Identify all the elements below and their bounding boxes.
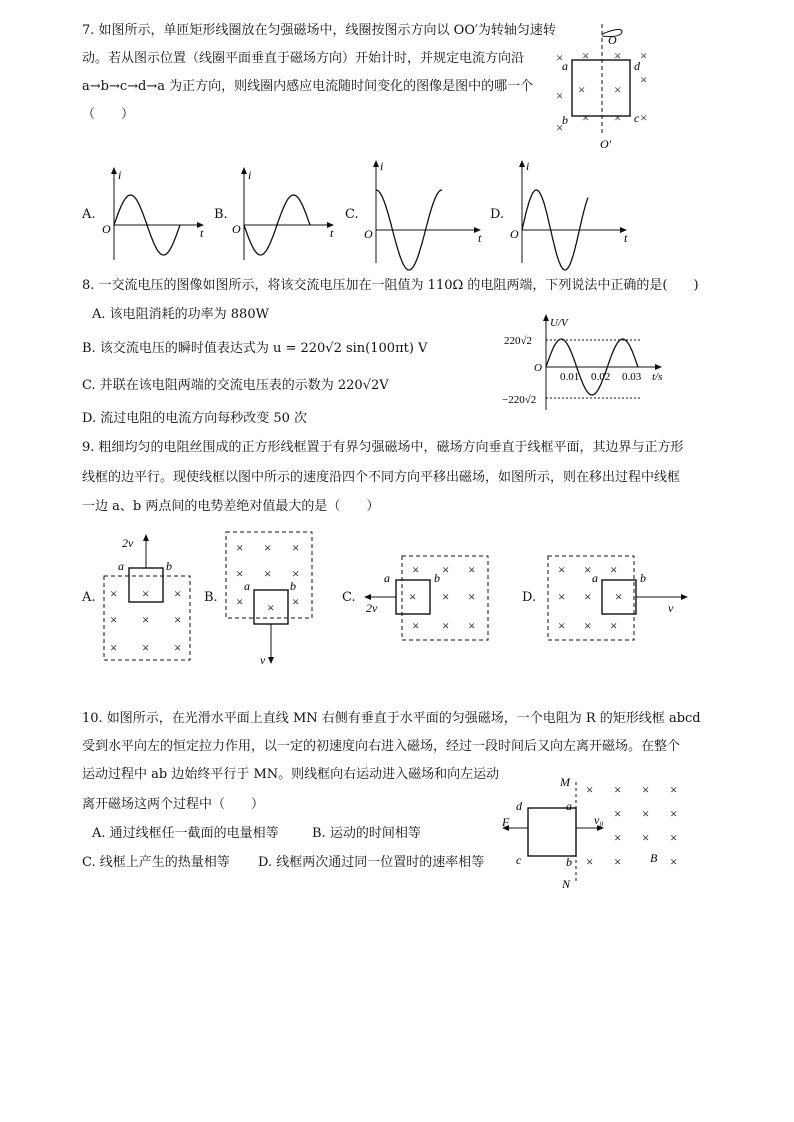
q9-d-a: a <box>592 571 598 585</box>
q10-label-c: c <box>516 853 522 867</box>
q8-xlabel: t/s <box>652 371 663 383</box>
field-cross-mark: × <box>412 618 420 633</box>
q10-label-F: F <box>502 815 510 829</box>
q10-option-a: A. 通过线框任一截面的电量相等 <box>92 826 279 841</box>
q10-label-M: M <box>560 775 570 789</box>
q7-a-axis-i: i <box>118 168 122 182</box>
q8-ymax: 220√2 <box>504 335 533 347</box>
field-cross-mark: × <box>142 640 150 655</box>
q9-c-b: b <box>434 571 440 585</box>
field-cross-mark: × <box>468 562 476 577</box>
q7-line4: （ ） <box>82 107 135 122</box>
q7-a-axis-t: t <box>200 226 204 240</box>
q10-line3: 运动过程中 ab 边始终平行于 MN。则线框向右运动进入磁场和向左运动 <box>82 767 500 782</box>
q9-line2: 线框的边平行。现使线框以图中所示的速度沿四个不同方向平移出磁场，如图所示，则在移出过程中线框 <box>82 470 681 485</box>
q9-fig-a <box>100 530 200 665</box>
q8-option-b: B. 该交流电压的瞬时值表达式为 u = 220√2 sin(100πt) V <box>82 341 428 356</box>
field-cross-mark: × <box>292 540 300 555</box>
q9-c-a: a <box>384 571 390 585</box>
field-cross-mark: × <box>174 612 182 627</box>
q7-graph-d <box>508 158 633 268</box>
q7-option-a-label: A. <box>82 207 96 222</box>
q7-label-d: d <box>634 59 640 73</box>
field-cross-mark: × <box>142 612 150 627</box>
field-cross-mark: × <box>670 806 678 821</box>
q9-fig-c-label: C. <box>342 590 356 605</box>
field-cross-mark: × <box>670 782 678 797</box>
q10-option-b: B. 运动的时间相等 <box>312 826 421 841</box>
field-cross-mark: × <box>110 612 118 627</box>
q7-c-axis-i: i <box>380 159 384 173</box>
field-cross-mark: × <box>614 110 622 125</box>
field-cross-mark: × <box>556 88 564 103</box>
q7-c-axis-t: t <box>478 231 482 245</box>
field-cross-mark: × <box>670 830 678 845</box>
field-cross-mark: × <box>174 586 182 601</box>
q7-c-origin: O <box>364 227 373 241</box>
q9-fig-d-label: D. <box>522 590 537 605</box>
q9-c-v: 2v <box>366 601 378 615</box>
q7-d-axis-i: i <box>526 159 530 173</box>
field-cross-mark: × <box>558 562 566 577</box>
q9-line3: 一边 a、b 两点间的电势差绝对值最大的是（ ） <box>82 499 380 514</box>
q7-d-axis-t: t <box>624 231 628 245</box>
field-cross-mark: × <box>236 540 244 555</box>
q7-option-d-label: D. <box>490 207 505 222</box>
field-cross-mark: × <box>642 782 650 797</box>
field-cross-mark: × <box>556 120 564 135</box>
q7-graph-c <box>362 158 487 268</box>
q10-option-c: C. 线框上产生的热量相等 <box>82 855 230 870</box>
q8-option-a: A. 该电阻消耗的功率为 880W <box>92 307 269 322</box>
field-cross-mark: × <box>142 586 150 601</box>
q10-figure <box>500 772 700 892</box>
field-cross-mark: × <box>264 540 272 555</box>
q9-a-a: a <box>118 559 124 573</box>
field-cross-mark: × <box>615 589 623 604</box>
q9-fig-c <box>360 548 500 648</box>
field-cross-mark: × <box>610 618 618 633</box>
q10-label-d: d <box>516 799 522 813</box>
field-cross-mark: × <box>292 594 300 609</box>
field-cross-mark: × <box>267 600 275 615</box>
q10-label-a: a <box>566 799 572 813</box>
field-cross-mark: × <box>614 48 622 63</box>
field-cross-mark: × <box>610 562 618 577</box>
field-cross-mark: × <box>614 830 622 845</box>
field-cross-mark: × <box>584 589 592 604</box>
field-cross-mark: × <box>614 854 622 869</box>
field-cross-mark: × <box>174 640 182 655</box>
q8-option-d: D. 流过电阻的电流方向每秒改变 50 次 <box>82 411 308 426</box>
field-cross-mark: × <box>642 806 650 821</box>
q7-graph-a <box>100 165 210 265</box>
q10-label-b: b <box>566 855 572 869</box>
q7-coil-figure <box>552 20 662 150</box>
q7-label-O: O <box>608 33 617 47</box>
field-cross-mark: × <box>264 566 272 581</box>
q8-tick-2: 0.02 <box>591 371 611 383</box>
q8-origin: O <box>534 362 542 374</box>
field-cross-mark: × <box>584 562 592 577</box>
field-cross-mark: × <box>558 589 566 604</box>
q10-line2: 受到水平向左的恒定拉力作用，以一定的初速度向右进入磁场，经过一段时间后又向左离开磁场。在整个 <box>82 739 681 754</box>
q7-graph-b <box>230 165 340 265</box>
q7-line1: 7. 如图所示，单匝矩形线圈放在匀强磁场中，线圈按图示方向以 OO′为转轴匀速转 <box>82 23 556 38</box>
q7-line3: a→b→c→d→a 为正方向，则线圈内感应电流随时间变化的图像是图中的哪一个 <box>82 79 534 94</box>
q7-label-c: c <box>634 111 640 125</box>
q8-tick-3: 0.03 <box>622 371 642 383</box>
field-cross-mark: × <box>640 110 648 125</box>
q8-option-c: C. 并联在该电阻两端的交流电压表的示数为 220√2V <box>82 378 389 393</box>
q9-b-v: v <box>260 653 266 667</box>
q9-line1: 9. 粗细均匀的电阻丝围成的正方形线框置于有界匀强磁场中，磁场方向垂直于线框平面，其边界与正方形 <box>82 440 684 455</box>
q9-a-b: b <box>166 559 172 573</box>
q7-d-origin: O <box>510 227 519 241</box>
q10-label-v0: v₀ <box>594 813 604 827</box>
field-cross-mark: × <box>236 566 244 581</box>
field-cross-mark: × <box>412 562 420 577</box>
q9-fig-b <box>222 530 322 670</box>
q10-option-d: D. 线框两次通过同一位置时的速率相等 <box>258 855 485 870</box>
field-cross-mark: × <box>292 566 300 581</box>
field-cross-mark: × <box>642 830 650 845</box>
q9-d-v: v <box>668 601 674 615</box>
q10-line4: 离开磁场这两个过程中（ ） <box>82 797 265 812</box>
q9-fig-b-label: B. <box>204 590 218 605</box>
field-cross-mark: × <box>614 82 622 97</box>
q9-fig-d <box>544 548 694 648</box>
q8-ymin: −220√2 <box>502 394 537 406</box>
q7-option-c-label: C. <box>345 207 359 222</box>
field-cross-mark: × <box>110 586 118 601</box>
q9-a-v: 2v <box>122 536 134 550</box>
field-cross-mark: × <box>409 589 417 604</box>
field-cross-mark: × <box>468 589 476 604</box>
field-cross-mark: × <box>582 110 590 125</box>
q8-tick-1: 0.01 <box>560 371 580 383</box>
field-cross-mark: × <box>578 82 586 97</box>
field-cross-mark: × <box>556 50 564 65</box>
q8-voltage-graph <box>502 312 682 412</box>
q9-fig-a-label: A. <box>82 590 96 605</box>
field-cross-mark: × <box>586 854 594 869</box>
q7-a-origin: O <box>102 222 111 236</box>
q8-stem: 8. 一交流电压的图像如图所示，将该交流电压加在一阻值为 110Ω 的电阻两端，下列说法中正确的是( ) <box>82 278 699 293</box>
field-cross-mark: × <box>586 782 594 797</box>
q7-option-b-label: B. <box>214 207 228 222</box>
field-cross-mark: × <box>640 48 648 63</box>
q7-line2: 动。若从图示位置（线圈平面垂直于磁场方向）开始计时，并规定电流方向沿 <box>82 51 525 66</box>
q10-label-B: B <box>650 851 658 865</box>
field-cross-mark: × <box>670 854 678 869</box>
q7-b-axis-t: t <box>330 226 334 240</box>
field-cross-mark: × <box>584 618 592 633</box>
field-cross-mark: × <box>614 782 622 797</box>
field-cross-mark: × <box>236 594 244 609</box>
q8-ylabel: U/V <box>550 317 568 329</box>
q7-b-axis-i: i <box>248 168 252 182</box>
field-cross-mark: × <box>442 589 450 604</box>
field-cross-mark: × <box>468 618 476 633</box>
q10-label-N: N <box>562 877 571 891</box>
q7-label-a: a <box>562 59 568 73</box>
field-cross-mark: × <box>582 48 590 63</box>
q9-d-b: b <box>640 571 646 585</box>
field-cross-mark: × <box>442 618 450 633</box>
q7-label-Oprime: O′ <box>600 137 612 151</box>
field-cross-mark: × <box>640 72 648 87</box>
q7-b-origin: O <box>232 222 241 236</box>
field-cross-mark: × <box>558 618 566 633</box>
q10-line1: 10. 如图所示，在光滑水平面上直线 MN 右侧有垂直于水平面的匀强磁场，一个电阻为 R 的矩形线框 abcd <box>82 711 701 726</box>
field-cross-mark: × <box>614 806 622 821</box>
q7-label-b: b <box>562 113 568 127</box>
q9-b-b: b <box>290 579 296 593</box>
field-cross-mark: × <box>110 640 118 655</box>
field-cross-mark: × <box>442 562 450 577</box>
q9-b-a: a <box>244 579 250 593</box>
